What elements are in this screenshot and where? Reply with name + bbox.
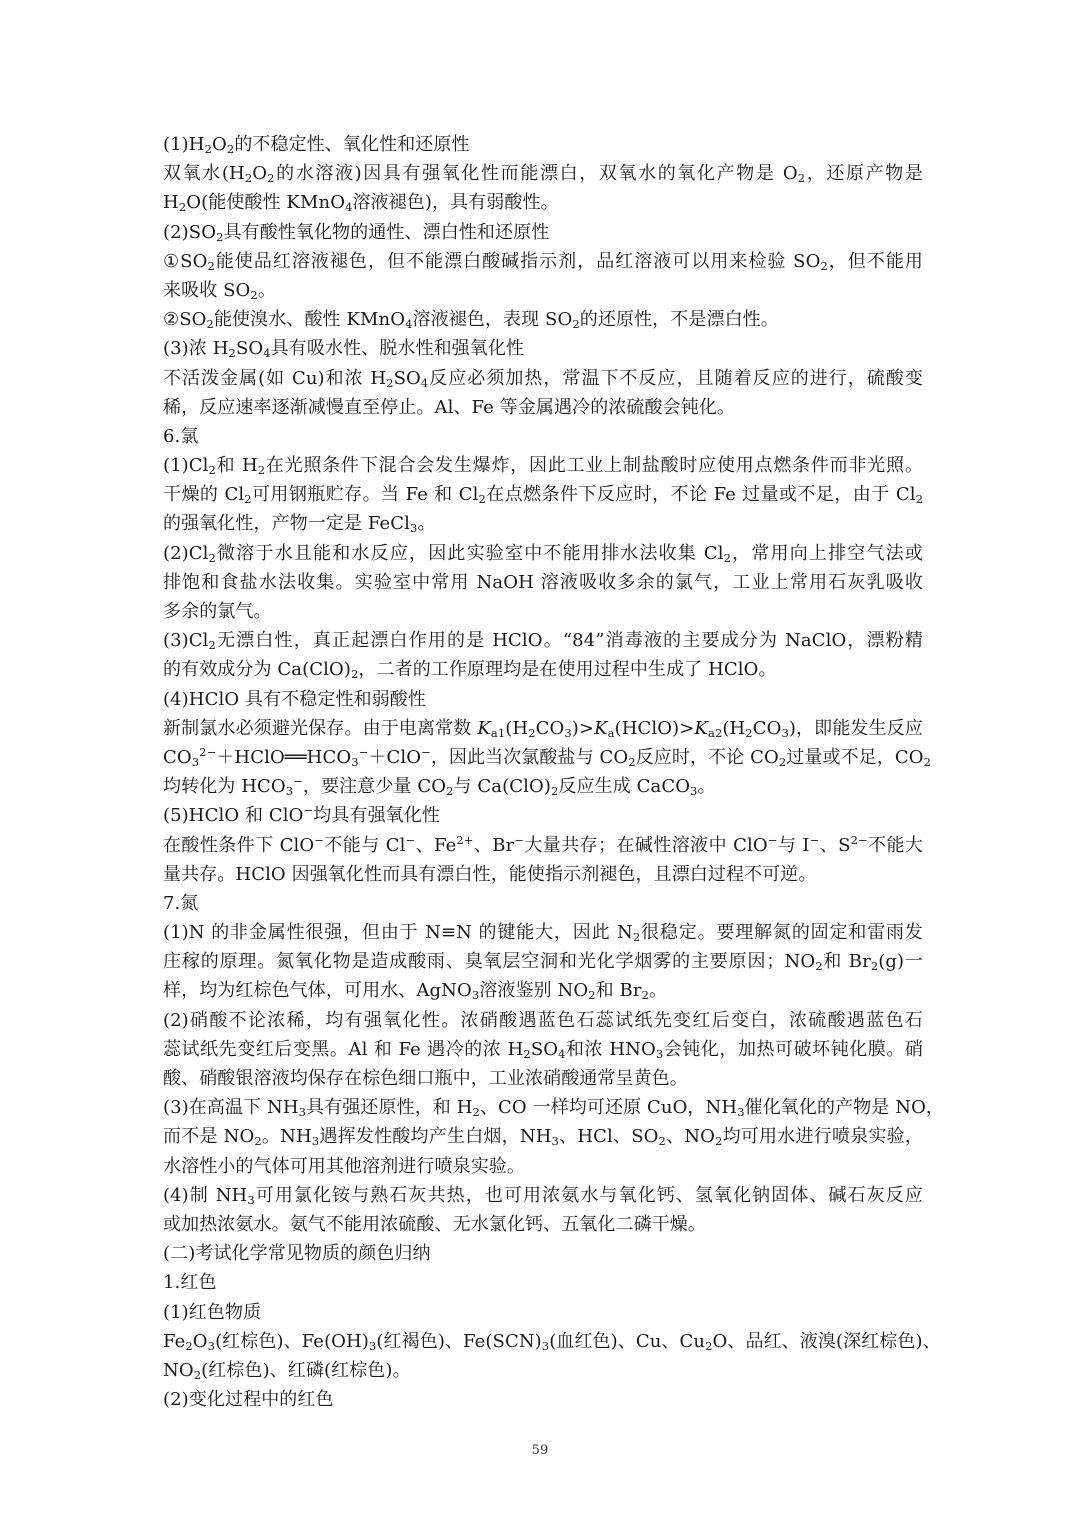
text-line: 多余的氯气。 [163, 601, 272, 622]
text-line: (5)HClO 和 ClO−均具有强氧化性 [163, 803, 440, 827]
text-line: 双氧水($H_2O_2$的水溶液)因具有强氧化性而能漂白，双氧水的氧化产物是 $O_2$，还原产物是 [163, 163, 923, 186]
text-line: $(1)Cl_2$和 $H_2$在光照条件下混合会发生爆炸，因此工业上制盐酸时应使用点燃条件而非光照。 [163, 455, 923, 478]
text-line: 酸、硝酸银溶液均保存在棕色细口瓶中，工业浓硝酸通常呈黄色。 [163, 1068, 688, 1089]
text-line: $NO_2$(红棕色)、红磷(红棕色)。 [163, 1359, 411, 1382]
text-line: (1)红色物质 [163, 1301, 262, 1323]
text-line: (1)N 的非金属性很强，但由于 N≡N 的键能大，因此 $N_2$很稳定。要理解氮的固定和雷雨发 [163, 922, 924, 945]
text-line: $(3)Cl_2$无漂白性，真正起漂白作用的是 HClO。“84”消毒液的主要成分为 NaClO，漂粉精 [163, 630, 923, 653]
text-line: 的有效成分为 $Ca(ClO)_2$，二者的工作原理均是在使用过程中生成了 HClO。 [163, 659, 777, 682]
text-line: (2)硝酸不论浓稀，均有强氧化性。浓硝酸遇蓝色石蕊试纸先变红后变白，浓硫酸遇蓝色石 [163, 1009, 923, 1031]
text-line: (3)在高温下 $NH_3$具有强还原性，和 $H_2$、CO 一样均可还原 CuO，$NH_3$催化氧化的产物是 NO， [163, 1097, 945, 1120]
section-heading: 1.红色 [163, 1272, 217, 1294]
text-line: 稀，反应速率逐渐减慢直至停止。Al、Fe 等金属遇冷的浓硫酸会钝化。 [163, 396, 736, 418]
section-heading: 6.氯 [163, 425, 199, 447]
text-line: $①SO_2$能使品红溶液褪色，但不能漂白酸碱指示剂，品红溶液可以用来检验 $SO_2$，但不能用 [163, 250, 923, 273]
text-line: 干燥的 $Cl_2$可用钢瓶贮存。当 Fe 和 $Cl_2$在点燃条件下反应时，不论 Fe 过量或不足，由于 $Cl_2$ [163, 484, 923, 507]
section-heading: (二)考试化学常见物质的颜色归纳 [163, 1243, 431, 1265]
text-line: (2)变化过程中的红色 [163, 1389, 334, 1411]
text-line: 而不是 $NO_2$。$NH_3$遇挥发性酸均产生白烟，$NH_3$、HCl、$SO_2$、$NO_2$均可用水进行喷泉实验， [163, 1126, 923, 1149]
text-line: 庄稼的原理。氮氧化物是造成酸雨、臭氧层空洞和光化学烟雾的主要原因；$NO_2$和 $Br_2(g)$一 [163, 951, 923, 974]
body-text [163, 130, 945, 1414]
text-line: $(2)SO_2$具有酸性氧化物的通性、漂白性和还原性 [163, 221, 550, 244]
text-line: 或加热浓氨水。氨气不能用浓硫酸、无水氯化钙、五氧化二磷干燥。 [163, 1213, 706, 1235]
text-line: (4)HClO 具有不稳定性和弱酸性 [163, 688, 427, 710]
text-line: 来吸收 $SO_2$。 [163, 279, 276, 302]
text-line: 在酸性条件下 ClO−不能与 Cl−、$Fe^{2+}$、Br−大量共存；在碱性溶液中 ClO−与 I−、$S^{2-}$不能大 [163, 832, 923, 856]
page-number: 59 [531, 1443, 549, 1458]
text-line: $②SO_2$能使溴水、酸性 KMnO$_4$溶液褪色，表现 $SO_2$的还原性，不是漂白性。 [163, 309, 779, 332]
text-line: $CO_3^{2-}+HClO══HCO_3^-+ClO^-$，因此当次氯酸盐与 $CO_2$反应时，不论 $CO_2$过量或不足，$CO_2$ [163, 744, 932, 769]
text-line: 排饱和食盐水法收集。实验室中常用 NaOH 溶液吸收多余的氯气，工业上常用石灰乳吸收 [163, 571, 923, 593]
text-line: 不活泼金属(如 Cu)和浓 $H_2SO_4$反应必须加热，常温下不反应，且随着反应的进行，硫酸变 [163, 367, 923, 390]
text-line: 蕊试纸先变红后变黑。Al 和 Fe 遇冷的浓 $H_2SO_4$和浓 $HNO_3$会钝化，加热可破坏钝化膜。硝 [163, 1038, 923, 1061]
text-line: 样，均为红棕色气体，可用水、AgNO$_3$溶液鉴别 $NO_2$和 $Br_2$。 [163, 980, 668, 1003]
text-line: $(2)Cl_2$微溶于水且能和水反应，因此实验室中不能用排水法收集 $Cl_2$，常用向上排空气法或 [163, 542, 923, 565]
text-line: (3)浓 $H_2SO_4$具有吸水性、脱水性和强氧化性 [163, 338, 525, 361]
section-heading: 7.氮 [163, 892, 199, 914]
text-line: 量共存。HClO 因强氧化性而具有漂白性，能使指示剂褪色，且漂白过程不可逆。 [163, 863, 817, 885]
text-line: $H_2O$(能使酸性 KMnO$_4$溶液褪色)，具有弱酸性。 [163, 192, 559, 215]
text-line: $Fe_2O_3$(红棕色)、$Fe(OH)_3$(红褐色)、$Fe(SCN)_3$(血红色)、Cu、$Cu_2O$、品红、液溴(深红棕色)、 [163, 1330, 941, 1353]
text-line: 均转化为 $HCO_3^-$，要注意少量 $CO_2$与 $Ca(ClO)_2$反应生成 CaCO$_3$。 [163, 774, 716, 799]
text-line: (4)制 $NH_3$可用氯化铵与熟石灰共热，也可用浓氨水与氧化钙、氢氧化钠固体、碱石灰反应 [163, 1184, 923, 1207]
text-line: 水溶性小的气体可用其他溶剂进行喷泉实验。 [163, 1155, 525, 1177]
text-line: 的强氧化性，产物一定是 FeCl$_3$。 [163, 513, 436, 536]
text-line: 新制氯水必须避光保存。由于电离常数 $K_{a1}(H_2CO_3)>K_a(HClO)>K_{a2}(H_2CO_3)$，即能发生反应 [163, 717, 923, 740]
text-line: $(1)H_2O_2$的不稳定性、氧化性和还原性 [163, 134, 470, 156]
